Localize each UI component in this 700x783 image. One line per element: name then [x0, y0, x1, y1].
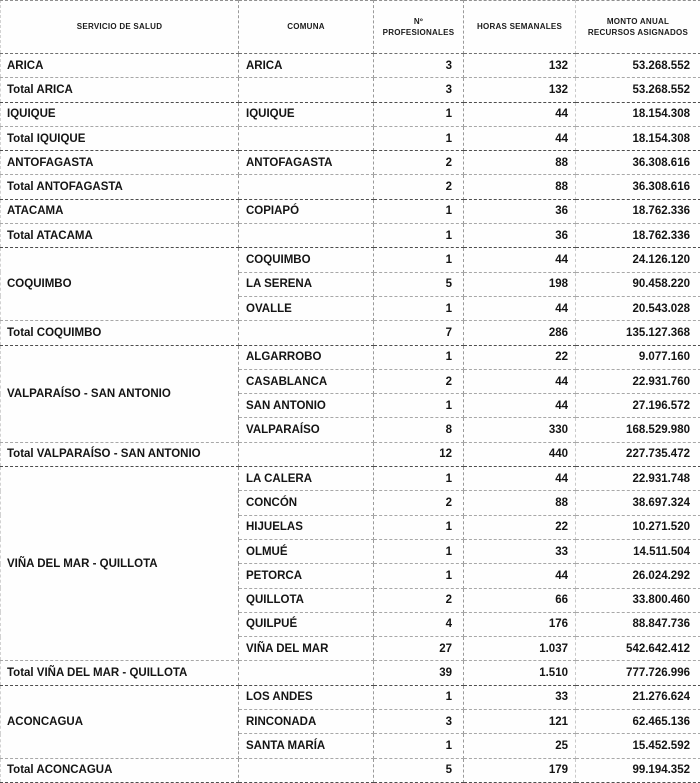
- horas-cell: 36: [464, 224, 576, 248]
- horas-cell: 44: [464, 369, 576, 393]
- profesionales-cell: 39: [374, 661, 464, 685]
- comuna-cell: [239, 224, 374, 248]
- profesionales-cell: 1: [374, 515, 464, 539]
- servicio-cell: ATACAMA: [1, 199, 239, 223]
- monto-cell: 99.194.352: [576, 758, 700, 782]
- comuna-cell: OVALLE: [239, 296, 374, 320]
- horas-cell: 132: [464, 78, 576, 102]
- profesionales-cell: 1: [374, 126, 464, 150]
- profesionales-cell: 1: [374, 102, 464, 126]
- comuna-cell: VALPARAÍSO: [239, 418, 374, 442]
- horas-cell: 36: [464, 199, 576, 223]
- comuna-cell: [239, 126, 374, 150]
- total-row: [1, 442, 700, 466]
- total-row: [1, 175, 700, 199]
- horas-cell: 44: [464, 467, 576, 491]
- horas-cell: 44: [464, 394, 576, 418]
- header-comuna: COMUNA: [239, 1, 374, 54]
- header-monto-anual: [576, 1, 700, 54]
- monto-cell: 14.511.504: [576, 539, 700, 563]
- header-horas-semanales: HORAS SEMANALES: [464, 1, 576, 54]
- table-header: [1, 1, 700, 54]
- monto-cell: 53.268.552: [576, 78, 700, 102]
- profesionales-cell: 8: [374, 418, 464, 442]
- comuna-cell: PETORCA: [239, 564, 374, 588]
- horas-cell: 33: [464, 685, 576, 709]
- comuna-cell: LA CALERA: [239, 467, 374, 491]
- horas-cell: 176: [464, 612, 576, 636]
- profesionales-cell: 2: [374, 369, 464, 393]
- servicio-cell: ACONCAGUA: [1, 685, 239, 758]
- monto-cell: 9.077.160: [576, 345, 700, 369]
- profesionales-cell: 4: [374, 612, 464, 636]
- total-label: Total VALPARAÍSO - SAN ANTONIO: [1, 442, 239, 466]
- total-row: [1, 321, 700, 345]
- profesionales-cell: 12: [374, 442, 464, 466]
- monto-cell: 24.126.120: [576, 248, 700, 272]
- profesionales-cell: 27: [374, 637, 464, 661]
- comuna-cell: CASABLANCA: [239, 369, 374, 393]
- horas-cell: 25: [464, 734, 576, 758]
- monto-cell: 168.529.980: [576, 418, 700, 442]
- servicio-cell: IQUIQUE: [1, 102, 239, 126]
- monto-cell: 21.276.624: [576, 685, 700, 709]
- comuna-cell: SANTA MARÍA: [239, 734, 374, 758]
- comuna-cell: [239, 442, 374, 466]
- horas-cell: 44: [464, 296, 576, 320]
- profesionales-cell: 3: [374, 78, 464, 102]
- total-label: Total ATACAMA: [1, 224, 239, 248]
- table-row: [1, 248, 700, 272]
- monto-cell: 18.154.308: [576, 126, 700, 150]
- comuna-cell: VIÑA DEL MAR: [239, 637, 374, 661]
- horas-cell: 286: [464, 321, 576, 345]
- comuna-cell: OLMUÉ: [239, 539, 374, 563]
- profesionales-cell: 1: [374, 345, 464, 369]
- horas-cell: 44: [464, 248, 576, 272]
- horas-cell: 33: [464, 539, 576, 563]
- comuna-cell: [239, 321, 374, 345]
- comuna-cell: [239, 78, 374, 102]
- horas-cell: 1.510: [464, 661, 576, 685]
- comuna-cell: RINCONADA: [239, 710, 374, 734]
- comuna-cell: IQUIQUE: [239, 102, 374, 126]
- table-body: [1, 54, 700, 783]
- monto-cell: 26.024.292: [576, 564, 700, 588]
- servicio-cell: ANTOFAGASTA: [1, 151, 239, 175]
- monto-cell: 22.931.760: [576, 369, 700, 393]
- servicio-cell: COQUIMBO: [1, 248, 239, 321]
- comuna-cell: QUILPUÉ: [239, 612, 374, 636]
- monto-cell: 18.154.308: [576, 102, 700, 126]
- servicio-cell: VIÑA DEL MAR - QUILLOTA: [1, 467, 239, 661]
- horas-cell: 88: [464, 175, 576, 199]
- horas-cell: 179: [464, 758, 576, 782]
- horas-cell: 1.037: [464, 637, 576, 661]
- servicio-cell: VALPARAÍSO - SAN ANTONIO: [1, 345, 239, 442]
- monto-cell: 53.268.552: [576, 54, 700, 78]
- table-row: [1, 685, 700, 709]
- total-row: [1, 224, 700, 248]
- monto-cell: 135.127.368: [576, 321, 700, 345]
- horas-cell: 66: [464, 588, 576, 612]
- monto-cell: 27.196.572: [576, 394, 700, 418]
- header-monto-anual-line1: MONTO ANUAL: [606, 16, 670, 26]
- profesionales-cell: 2: [374, 588, 464, 612]
- total-row: [1, 758, 700, 782]
- total-label: Total IQUIQUE: [1, 126, 239, 150]
- monto-cell: 62.465.136: [576, 710, 700, 734]
- comuna-cell: SAN ANTONIO: [239, 394, 374, 418]
- profesionales-cell: 1: [374, 224, 464, 248]
- comuna-cell: LOS ANDES: [239, 685, 374, 709]
- horas-cell: 440: [464, 442, 576, 466]
- table-row: [1, 102, 700, 126]
- header-monto-anual-line2: RECURSOS ASIGNADOS: [587, 28, 689, 37]
- comuna-cell: [239, 661, 374, 685]
- monto-cell: 36.308.616: [576, 151, 700, 175]
- monto-cell: 88.847.736: [576, 612, 700, 636]
- servicio-cell: ARICA: [1, 54, 239, 78]
- profesionales-cell: 1: [374, 564, 464, 588]
- profesionales-cell: 2: [374, 151, 464, 175]
- horas-cell: 198: [464, 272, 576, 296]
- profesionales-cell: 1: [374, 685, 464, 709]
- horas-cell: 330: [464, 418, 576, 442]
- total-label: Total ARICA: [1, 78, 239, 102]
- profesionales-cell: 5: [374, 272, 464, 296]
- comuna-cell: ALGARROBO: [239, 345, 374, 369]
- total-row: [1, 661, 700, 685]
- horas-cell: 88: [464, 151, 576, 175]
- total-label: Total VIÑA DEL MAR - QUILLOTA: [1, 661, 239, 685]
- horas-cell: 44: [464, 102, 576, 126]
- profesionales-cell: 7: [374, 321, 464, 345]
- horas-cell: 44: [464, 126, 576, 150]
- table-row: [1, 54, 700, 78]
- monto-cell: 36.308.616: [576, 175, 700, 199]
- horas-cell: 44: [464, 564, 576, 588]
- monto-cell: 18.762.336: [576, 224, 700, 248]
- profesionales-cell: 1: [374, 296, 464, 320]
- comuna-cell: ARICA: [239, 54, 374, 78]
- comuna-cell: COQUIMBO: [239, 248, 374, 272]
- table-row: [1, 467, 700, 491]
- profesionales-cell: 1: [374, 394, 464, 418]
- profesionales-cell: 3: [374, 710, 464, 734]
- monto-cell: 10.271.520: [576, 515, 700, 539]
- horas-cell: 22: [464, 515, 576, 539]
- table-row: [1, 151, 700, 175]
- profesionales-cell: 5: [374, 758, 464, 782]
- profesionales-cell: 2: [374, 491, 464, 515]
- table-row: [1, 199, 700, 223]
- comuna-cell: [239, 175, 374, 199]
- profesionales-cell: 1: [374, 734, 464, 758]
- monto-cell: 227.735.472: [576, 442, 700, 466]
- monto-cell: 22.931.748: [576, 467, 700, 491]
- comuna-cell: COPIAPÓ: [239, 199, 374, 223]
- total-label: Total COQUIMBO: [1, 321, 239, 345]
- horas-cell: 88: [464, 491, 576, 515]
- monto-cell: 33.800.460: [576, 588, 700, 612]
- monto-cell: 15.452.592: [576, 734, 700, 758]
- total-row: [1, 126, 700, 150]
- profesionales-cell: 2: [374, 175, 464, 199]
- comuna-cell: LA SERENA: [239, 272, 374, 296]
- monto-cell: 542.642.412: [576, 637, 700, 661]
- total-label: Total ACONCAGUA: [1, 758, 239, 782]
- comuna-cell: QUILLOTA: [239, 588, 374, 612]
- profesionales-cell: 1: [374, 467, 464, 491]
- header-row: [1, 1, 700, 54]
- monto-cell: 777.726.996: [576, 661, 700, 685]
- monto-cell: 90.458.220: [576, 272, 700, 296]
- header-n-profesionales: Nº PROFESIONALES: [374, 1, 464, 54]
- comuna-cell: ANTOFAGASTA: [239, 151, 374, 175]
- comuna-cell: CONCÓN: [239, 491, 374, 515]
- header-servicio-de-salud: SERVICIO DE SALUD: [1, 1, 239, 54]
- total-row: [1, 78, 700, 102]
- monto-cell: 20.543.028: [576, 296, 700, 320]
- profesionales-cell: 1: [374, 248, 464, 272]
- comuna-cell: HIJUELAS: [239, 515, 374, 539]
- profesionales-cell: 1: [374, 199, 464, 223]
- profesionales-cell: 1: [374, 539, 464, 563]
- profesionales-cell: 3: [374, 54, 464, 78]
- monto-cell: 38.697.324: [576, 491, 700, 515]
- monto-cell: 18.762.336: [576, 199, 700, 223]
- horas-cell: 121: [464, 710, 576, 734]
- total-label: Total ANTOFAGASTA: [1, 175, 239, 199]
- comuna-cell: [239, 758, 374, 782]
- table-row: [1, 345, 700, 369]
- horas-cell: 132: [464, 54, 576, 78]
- horas-cell: 22: [464, 345, 576, 369]
